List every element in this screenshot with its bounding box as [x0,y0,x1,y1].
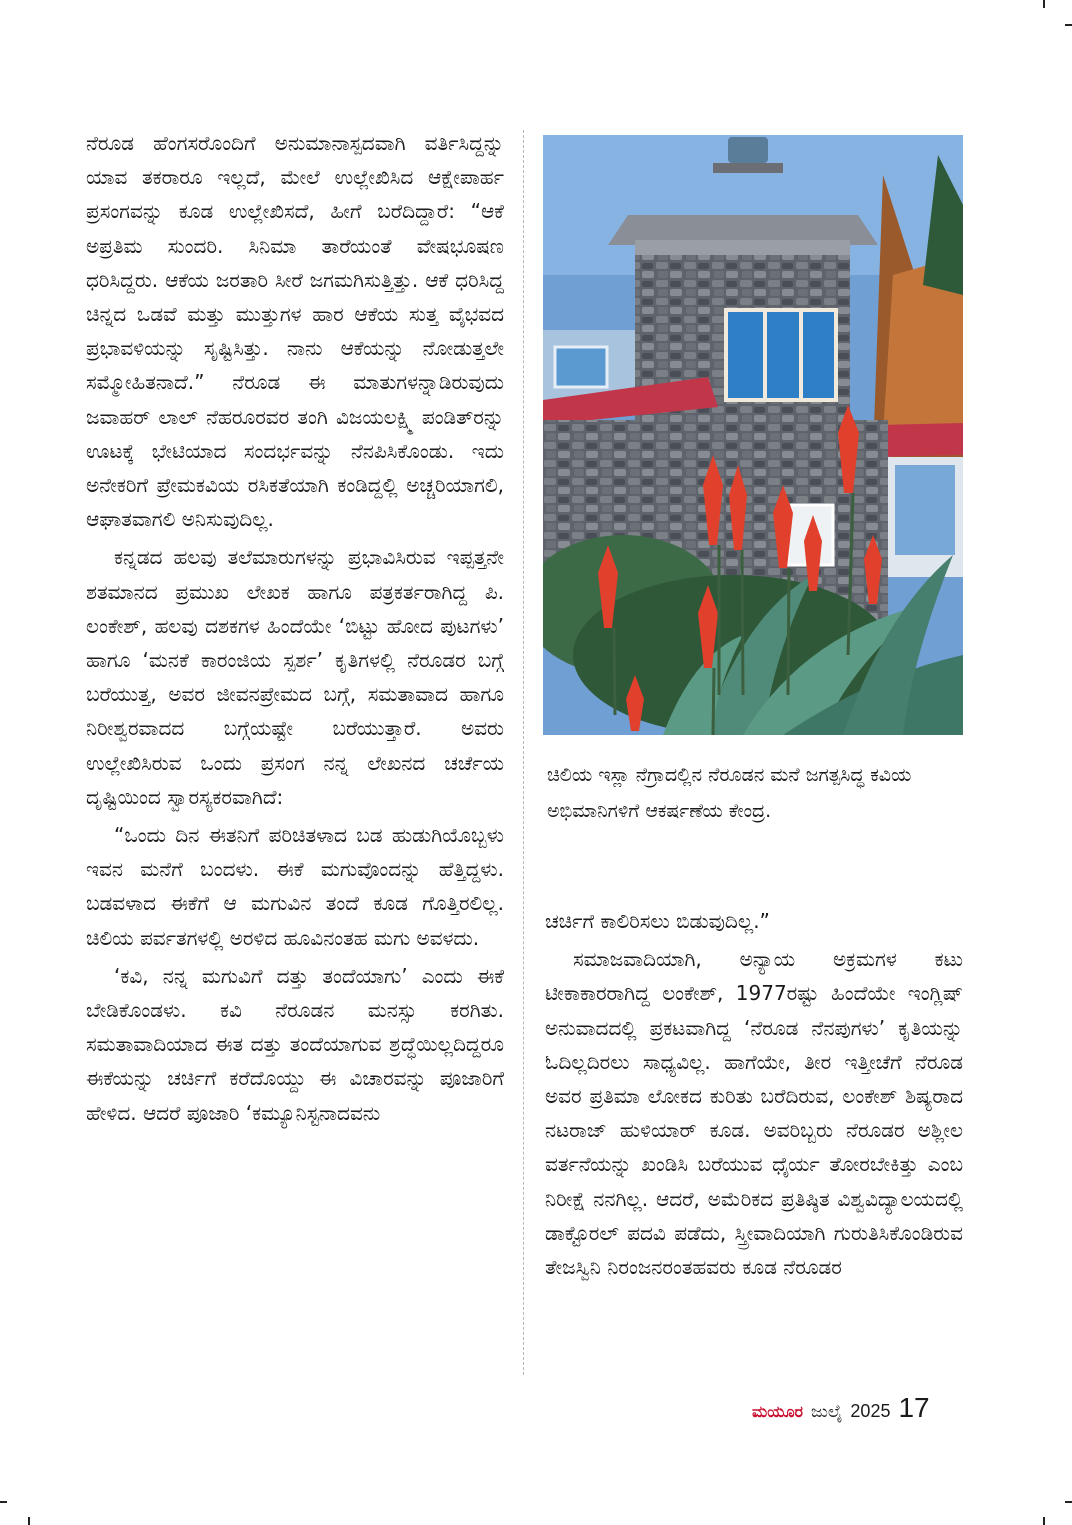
magazine-brand: ಮಯೂರ [752,1402,804,1421]
neruda-house-illustration [543,135,963,735]
article-paragraph: ಸಮಾಜವಾದಿಯಾಗಿ, ಅನ್ಯಾಯ ಅಕ್ರಮಗಳ ಕಟು ಟೀಕಾಕಾರರಾಗಿದ್ದ ಲಂಕೇಶ್, 1977ರಷ್ಟು ಹಿಂದೆಯೇ ಇಂಗ್ಲಿಷ್ ಅನುವಾದದಲ್ಲಿ ಪ್ರಕಟವಾಗಿದ್ದ ‘ನೆರೂಡ ನೆನಪುಗಳು’ ಕೃತಿಯನ್ನು ಓದಿಲ್ಲದಿರಲು ಸಾಧ್ಯವಿಲ್ಲ. ಹಾಗೆಯೇ, ತೀರ ಇತ್ತೀಚೆಗೆ ನೆರೂಡ ಅವರ ಪ್ರತಿಮಾ ಲೋಕದ ಕುರಿತು ಬರೆದಿರುವ, ಲಂಕೇಶ್ ಶಿಷ್ಯರಾದ ನಟರಾಜ್ ಹುಳಿಯಾರ್ ಕೂಡ. ಅವರಿಬ್ಬರು ನೆರೂಡರ ಅಶ್ಲೀಲ ವರ್ತನೆಯನ್ನು ಖಂಡಿಸಿ ಬರೆಯುವ ಧೈರ್ಯ ತೋರಬೇಕಿತ್ತು ಎಂಬ ನಿರೀಕ್ಷೆ ನನಗಿಲ್ಲ. ಆದರೆ, ಅಮೆರಿಕದ ಪ್ರತಿಷ್ಠಿತ ವಿಶ್ವವಿದ್ಯಾಲಯದಲ್ಲಿ ಡಾಕ್ಟೊರಲ್ ಪದವಿ ಪಡೆದು, ಸ್ತ್ರೀವಾದಿಯಾಗಿ ಗುರುತಿಸಿಕೊಂಡಿರುವ ತೇಜಸ್ವಿನಿ ನಿರಂಜನರಂತಹವರು ಕೂಡ ನೆರೂಡರ [545,947,963,1280]
crop-mark-top-right [1043,0,1045,8]
article-column-right [545,904,963,1288]
issue-year: 2025 [850,1401,891,1421]
crop-mark-right-upper [1065,24,1072,26]
article-paragraph: ಚರ್ಚಿಗೆ ಕಾಲಿರಿಸಲು ಬಿಡುವುದಿಲ್ಲ.” [545,909,770,933]
page-footer [752,1392,930,1432]
article-paragraph: ‘ಕವಿ, ನನ್ನ ಮಗುವಿಗೆ ದತ್ತು ತಂದೆಯಾಗು’ ಎಂದು ಈಕೆ ಬೇಡಿಕೊಂಡಳು. ಕವಿ ನೆರೂಡನ ಮನಸ್ಸು ಕರಗಿತು. ಸಮತಾವಾದಿಯಾದ ಈತ ದತ್ತು ತಂದೆಯಾಗುವ ಶ್ರದ್ಧೆಯಿಲ್ಲದಿದ್ದರೂ ಈಕೆಯನ್ನು ಚರ್ಚಿಗೆ ಕರೆದೊಯ್ದು ಈ ವಿಚಾರವನ್ನು ಪೂಜಾರಿಗೆ ಹೇಳಿದ. ಆದರೆ ಪೂಜಾರಿ ‘ಕಮ್ಯೂನಿಸ್ಟನಾದವನು [86,963,504,1125]
article-paragraph: ನೆರೂಡ ಹೆಂಗಸರೊಂದಿಗೆ ಅನುಮಾನಾಸ್ಪದವಾಗಿ ವರ್ತಿಸಿದ್ದನ್ನು ಯಾವ ತಕರಾರೂ ಇಲ್ಲದೆ, ಮೇಲೆ ಉಲ್ಲೇಖಿಸಿದ ಆಕ್ಷೇಪಾರ್ಹ ಪ್ರಸಂಗವನ್ನು ಕೂಡ ಉಲ್ಲೇಖಿಸದೆ, ಹೀಗೆ ಬರೆದಿದ್ದಾರೆ: “ಆಕೆ ಅಪ್ರತಿಮ ಸುಂದರಿ. ಸಿನಿಮಾ ತಾರೆಯಂತೆ ವೇಷಭೂಷಣ ಧರಿಸಿದ್ದರು. ಆಕೆಯ ಜರತಾರಿ ಸೀರೆ ಜಗಮಗಿಸುತ್ತಿತ್ತು. ಆಕೆ ಧರಿಸಿದ್ದ ಚಿನ್ನದ ಒಡವೆ ಮತ್ತು ಮುತ್ತುಗಳ ಹಾರ ಆಕೆಯ ಸುತ್ತ ವೈಭವದ ಪ್ರಭಾವಳಿಯನ್ನು ಸೃಷ್ಟಿಸಿತ್ತು. ನಾನು ಆಕೆಯನ್ನು ನೋಡುತ್ತಲೇ ಸಮ್ಮೋಹಿತನಾದೆ.” ನೆರೂಡ ಈ ಮಾತುಗಳನ್ನಾಡಿರುವುದು ಜವಾಹರ್ ಲಾಲ್ ನೆಹರೂರವರ ತಂಗಿ ವಿಜಯಲಕ್ಷ್ಮಿ ಪಂಡಿತ್‌ರನ್ನು ಊಟಕ್ಕೆ ಭೇಟಿಯಾದ ಸಂದರ್ಭವನ್ನು ನೆನಪಿಸಿಕೊಂಡು. ಇದು ಅನೇಕರಿಗೆ ಪ್ರೇಮಕವಿಯ ರಸಿಕತೆಯಾಗಿ ಕಂಡಿದ್ದಲ್ಲಿ ಅಚ್ಚರಿಯಾಗಲಿ, ಆಘಾತವಾಗಲಿ ಅನಿಸುವುದಿಲ್ಲ. [86,131,504,532]
issue-month: ಜುಲೈ [811,1402,843,1422]
crop-mark-right-lower [1065,1501,1072,1503]
crop-mark-left-lower [0,1501,7,1503]
crop-mark-bottom-left [28,1517,30,1525]
article-paragraph: ಕನ್ನಡದ ಹಲವು ತಲೆಮಾರುಗಳನ್ನು ಪ್ರಭಾವಿಸಿರುವ ಇಪ್ಪತ್ತನೇ ಶತಮಾನದ ಪ್ರಮುಖ ಲೇಖಕ ಹಾಗೂ ಪತ್ರಕರ್ತರಾಗಿದ್ದ ಪಿ. ಲಂಕೇಶ್, ಹಲವು ದಶಕಗಳ ಹಿಂದೆಯೇ ‘ಬಿಟ್ಟು ಹೋದ ಪುಟಗಳು’ ಹಾಗೂ ‘ಮನಕೆ ಕಾರಂಜಿಯ ಸ್ಪರ್ಶ’ ಕೃತಿಗಳಲ್ಲಿ ನೆರೂಡರ ಬಗ್ಗೆ ಬರೆಯುತ್ತ, ಅವರ ಜೀವನಪ್ರೇಮದ ಬಗ್ಗೆ, ಸಮತಾವಾದ ಹಾಗೂ ನಿರೀಶ್ವರವಾದದ ಬಗ್ಗೆಯಷ್ಟೇ ಬರೆಯುತ್ತಾರೆ. ಅವರು ಉಲ್ಲೇಖಿಸಿರುವ ಒಂದು ಪ್ರಸಂಗ ನನ್ನ ಲೇಖನದ ಚರ್ಚೆಯ ದೃಷ್ಟಿಯಿಂದ ಸ್ವಾರಸ್ಯಕರವಾಗಿದೆ: [86,545,504,809]
page-number: 17 [898,1392,930,1423]
article-paragraph: “ಒಂದು ದಿನ ಈತನಿಗೆ ಪರಿಚಿತಳಾದ ಬಡ ಹುಡುಗಿಯೊಬ್ಬಳು ಇವನ ಮನೆಗೆ ಬಂದಳು. ಈಕೆ ಮಗುವೊಂದನ್ನು ಹೆತ್ತಿದ್ದಳು. ಬಡವಳಾದ ಈಕೆಗೆ ಆ ಮಗುವಿನ ತಂದೆ ಕೂಡ ಗೊತ್ತಿರಲಿಲ್ಲ. ಚಿಲಿಯ ಪರ್ವತಗಳಲ್ಲಿ ಅರಳಿದ ಹೂವಿನಂತಹ ಮಗು ಅವಳದು. [86,823,504,950]
crop-mark-bottom-right [1043,1517,1045,1525]
photo-caption: ಚಿಲಿಯ ಇಸ್ಲಾ ನೆಗ್ರಾದಲ್ಲಿನ ನೆರೂಡನ ಮನೆ ಜಗತ್ಪಸಿದ್ಧ ಕವಿಯ ಅಭಿಮಾನಿಗಳಿಗೆ ಆಕರ್ಷಣೆಯ ಕೇಂದ್ರ. [547,764,912,822]
column-divider [523,130,524,1375]
house-photo [543,135,963,735]
article-column-left [86,126,504,1134]
